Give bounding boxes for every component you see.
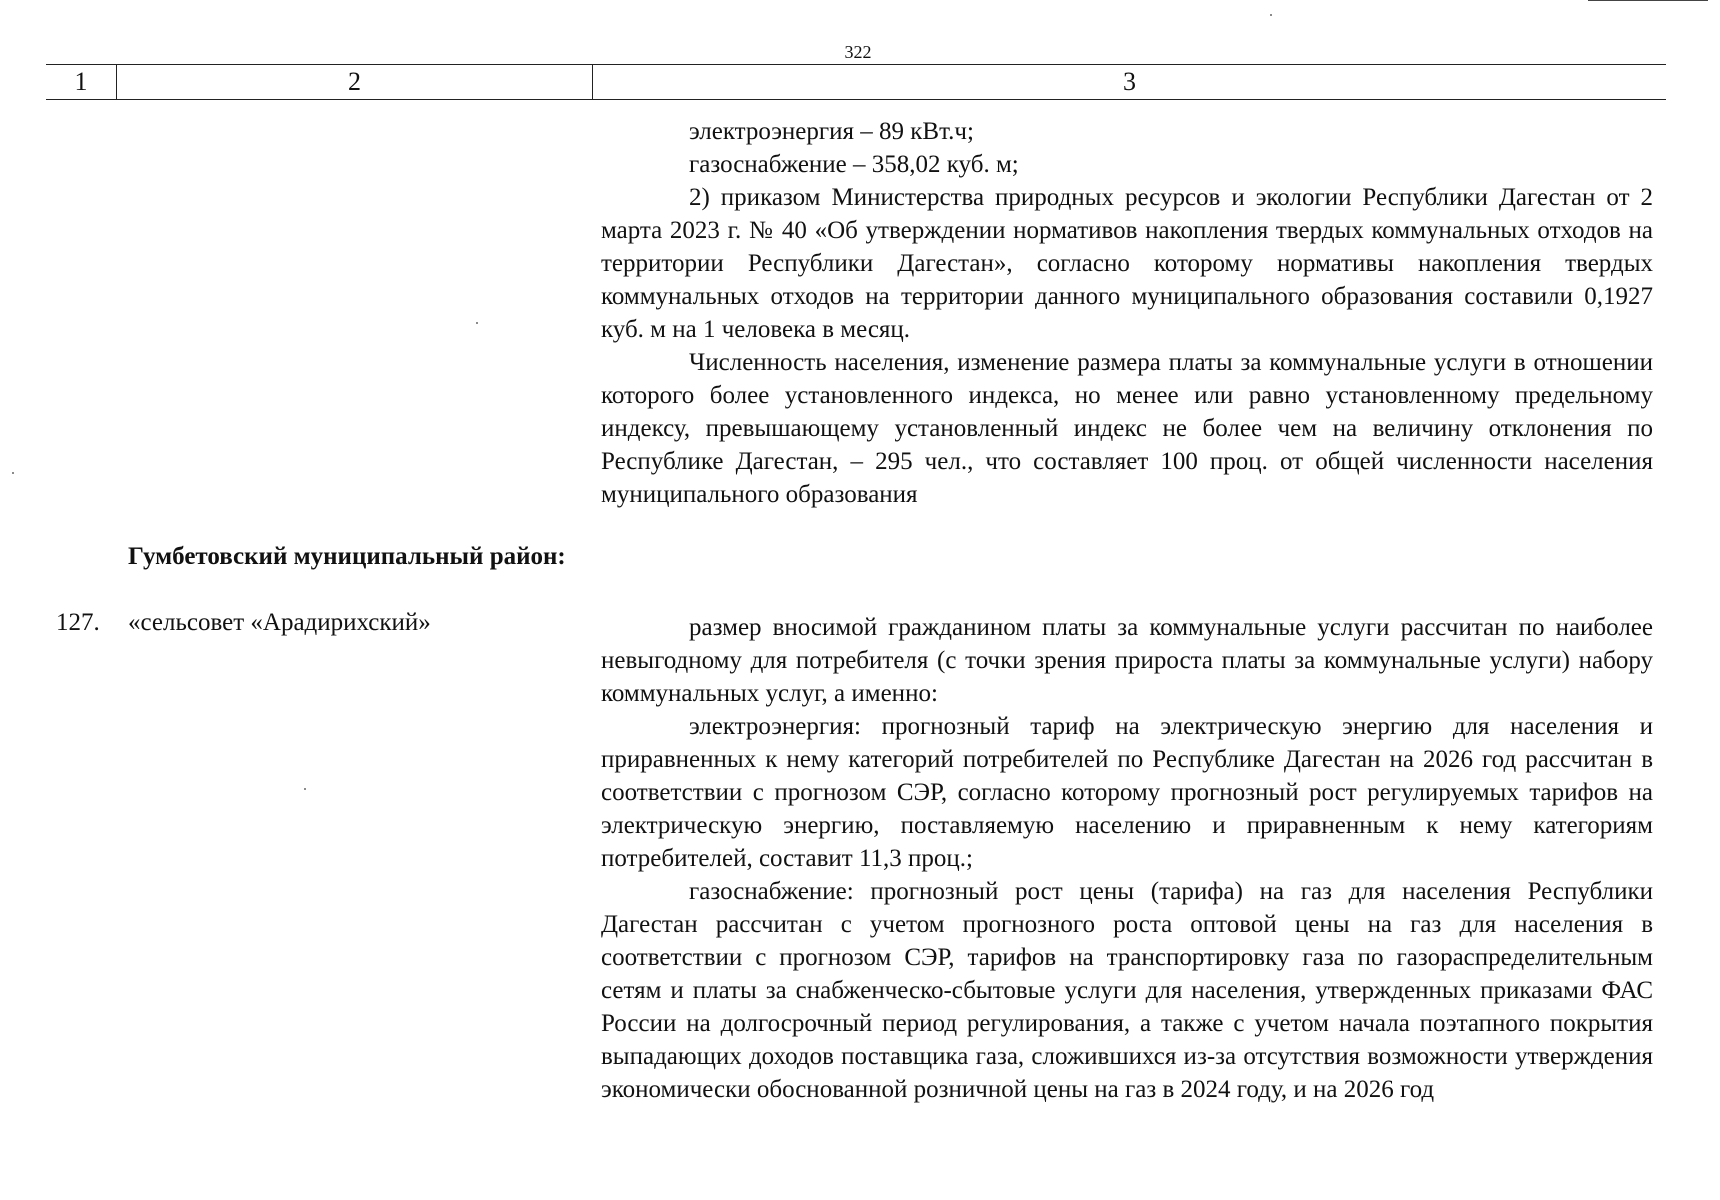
scan-speck (12, 472, 14, 474)
column-header-3: 3 (592, 65, 1666, 99)
column-header-2: 2 (116, 65, 592, 99)
paragraph-population: Численность населения, изменение размера платы за коммунальные услуги в отношении которого более установленного индекса, но менее или равно установленному предельному индексу, превышающему установленный индекс не более чем на величину отклонения по Республике Дагестан, – 295 чел., что составляет 100 проц. от общей численности населения муниципального образования (601, 349, 1653, 508)
continued-text-block (601, 115, 1653, 511)
scan-speck (1270, 14, 1272, 16)
paragraph-waste-order: 2) приказом Министерства природных ресурсов и экологии Республики Дагестан от 2 марта 2023 г. № 40 «Об утверждении нормативов накопления твердых коммунальных отходов на территории Республики Дагестан», согласно которому нормативы накопления твердых коммунальных отходов на территории данного муниципального образования составили 0,1927 куб. м на 1 человека в месяц. (601, 184, 1653, 343)
page-number: 322 (844, 42, 872, 62)
scan-speck (304, 788, 306, 790)
paragraph-electricity-tariff: электроэнергия: прогнозный тариф на электрическую энергию для населения и приравненных к нему категорий потребителей по Республике Дагестан на 2026 год рассчитан в соответствии с прогнозом СЭР, согласно которому прогнозный рост регулируемых тарифов на электрическую энергию, поставляемую населению и приравненным к нему категориям потребителей, составит 11,3 проц.; (601, 713, 1653, 872)
paragraph-payment-size: размер вносимой гражданином платы за коммунальные услуги рассчитан по наиболее невыгодному для потребителя (с точки зрения прироста платы за коммунальные услуги) набору коммунальных услуг, а именно: (601, 614, 1653, 707)
district-heading: Гумбетовский муниципальный район: (128, 543, 566, 570)
column-header-1: 1 (74, 67, 88, 96)
scan-edge-mark (1588, 0, 1708, 1)
paragraph-electricity-norm: электроэнергия – 89 кВт.ч; (689, 118, 974, 145)
column-header-row (46, 64, 1666, 100)
municipality-name: «сельсовет «Арадирихский» (128, 609, 431, 636)
row-number: 127. (56, 609, 100, 636)
paragraph-gas-tariff: газоснабжение: прогнозный рост цены (тарифа) на газ для населения Республики Дагестан рассчитан с учетом прогнозного роста оптовой цены на газ для населения в соответствии с прогнозом СЭР, тарифов на транспортировку газа по газораспределительным сетям и платы за снабженческо-сбытовые услуги для населения, утвержденных приказами ФАС России на долгосрочный период регулирования, а также с учетом начала поэтапного покрытия выпадающих доходов поставщика газа, сложившихся из-за отсутствия возможности утверждения экономически обоснованной розничной цены на газ в 2024 году, и на 2026 год (601, 878, 1653, 1103)
paragraph-gas-norm: газоснабжение – 358,02 куб. м; (689, 151, 1019, 178)
scan-speck (476, 322, 478, 324)
row-description-block (601, 611, 1653, 1106)
